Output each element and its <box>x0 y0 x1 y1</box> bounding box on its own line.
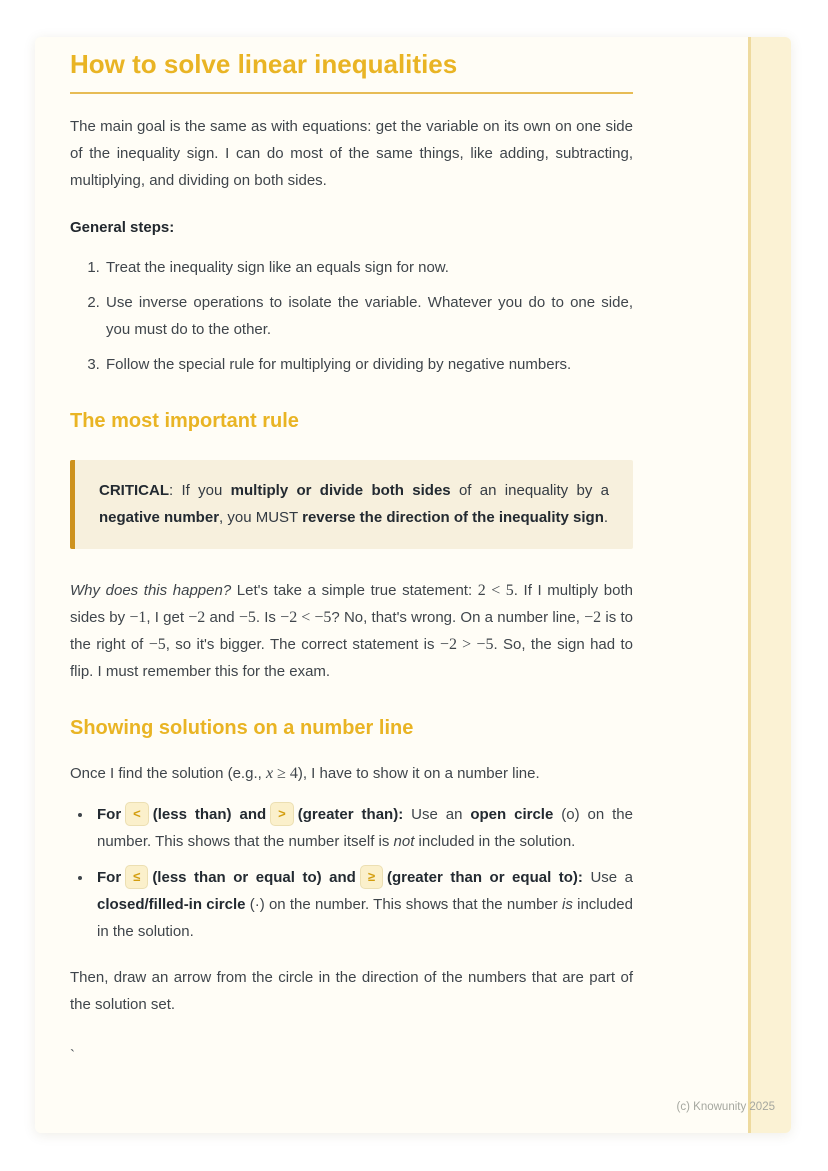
page-content <box>35 37 633 1069</box>
text-run: −2 <box>584 609 602 626</box>
text-run: included in the solution. <box>97 896 633 940</box>
less-than-or-equal-badge: ≤ <box>125 865 148 889</box>
text-run: (less than or equal to) and <box>152 869 356 886</box>
text-run: Why does this happen? <box>70 582 232 599</box>
text-run: −2 < −5 <box>280 609 332 626</box>
number-line-bullet-list <box>70 801 633 945</box>
greater-than-or-equal-badge: ≥ <box>360 865 383 889</box>
text-run: −5 <box>238 609 256 626</box>
less-than-badge: < <box>125 802 149 826</box>
text-run: (greater than or equal to): <box>386 869 591 886</box>
text-run: 2 < 5 <box>477 582 514 599</box>
text-run: . So, the sign had to flip. I must remember this for the exam. <box>70 636 633 680</box>
text-run: (·) on the number. This shows that the number <box>245 896 563 913</box>
text-run: reverse the direction of the inequality sign <box>302 509 604 526</box>
page-side-strip <box>748 37 791 1133</box>
why-paragraph <box>70 577 633 685</box>
list-item: 2. Use inverse operations to isolate the variable. Whatever you do to one side, you must do to the other. <box>104 289 633 343</box>
text-run: and <box>205 609 239 626</box>
intro-paragraph <box>70 113 633 194</box>
text-run: −5 <box>148 636 166 653</box>
text-run: , I get <box>146 609 189 626</box>
general-steps-list <box>70 254 633 378</box>
text-run: CRITICAL <box>99 482 169 499</box>
stray-backtick: ` <box>70 1047 75 1064</box>
copyright-footer: (c) Knowunity 2025 <box>676 1101 775 1113</box>
text-run: . <box>603 509 609 526</box>
greater-than-badge: > <box>270 802 294 826</box>
text-run: −1 <box>129 609 147 626</box>
text-run: , you MUST <box>219 509 303 526</box>
text-run: (less than) and <box>152 806 267 823</box>
text-run: For <box>97 806 122 823</box>
text-run: , so it's bigger. The correct statement is <box>165 636 440 653</box>
text-run: The main goal is the same as with equations: get the variable on its own on one side of the inequality sign. I can do most of the same things, like adding, subtracting, multiplying, and dividing on both sides. <box>70 118 633 189</box>
document-page <box>35 37 791 1133</box>
text-run: Use an <box>411 806 471 823</box>
then-paragraph: Then, draw an arrow from the circle in the direction of the numbers that are part of the solution set. <box>70 969 633 1013</box>
text-run: not <box>393 833 415 850</box>
text-run: For <box>97 869 122 886</box>
critical-callout-text <box>99 477 609 531</box>
critical-callout <box>70 460 633 549</box>
text-run: is <box>562 896 573 913</box>
text-run: open circle <box>470 806 554 823</box>
once-paragraph <box>70 760 633 787</box>
list-item: 1. Treat the inequality sign like an equals sign for now. <box>104 254 633 281</box>
text-run: (greater than): <box>297 806 412 823</box>
list-item <box>93 864 633 945</box>
text-run: Use a <box>590 869 633 886</box>
text-run: ? No, that's wrong. On a number line, <box>331 609 585 626</box>
text-run: : If you <box>169 482 231 499</box>
text-run: multiply or divide both sides <box>230 482 451 499</box>
section-heading-most-important-rule: The most important rule <box>70 410 299 432</box>
text-run: of an inequality by a <box>450 482 610 499</box>
page-title: How to solve linear inequalities <box>70 49 458 79</box>
text-run: x <box>265 765 274 782</box>
list-item <box>93 801 633 855</box>
text-run: (o) on the number. This shows that the number itself is <box>97 806 633 850</box>
text-run: . Is <box>255 609 281 626</box>
general-steps-label: General steps: <box>70 219 175 236</box>
title-underline <box>70 92 633 94</box>
text-run: included in the solution. <box>414 833 576 850</box>
text-run: closed/filled-in circle <box>97 896 246 913</box>
text-run: ), I have to show it on a number line. <box>297 765 540 782</box>
text-run: Once I find the solution (e.g., <box>70 765 266 782</box>
section-heading-number-line: Showing solutions on a number line <box>70 717 414 739</box>
text-run: is to the right of <box>70 609 633 653</box>
text-run: −2 > −5 <box>439 636 494 653</box>
list-item: 3. Follow the special rule for multiplying or dividing by negative numbers. <box>104 351 633 378</box>
text-run: Let's take a simple true statement: <box>231 582 478 599</box>
text-run: . If I multiply both sides by <box>70 582 633 626</box>
text-run: −2 <box>188 609 206 626</box>
text-run: negative number <box>99 509 220 526</box>
text-run: ≥ 4 <box>273 765 298 782</box>
